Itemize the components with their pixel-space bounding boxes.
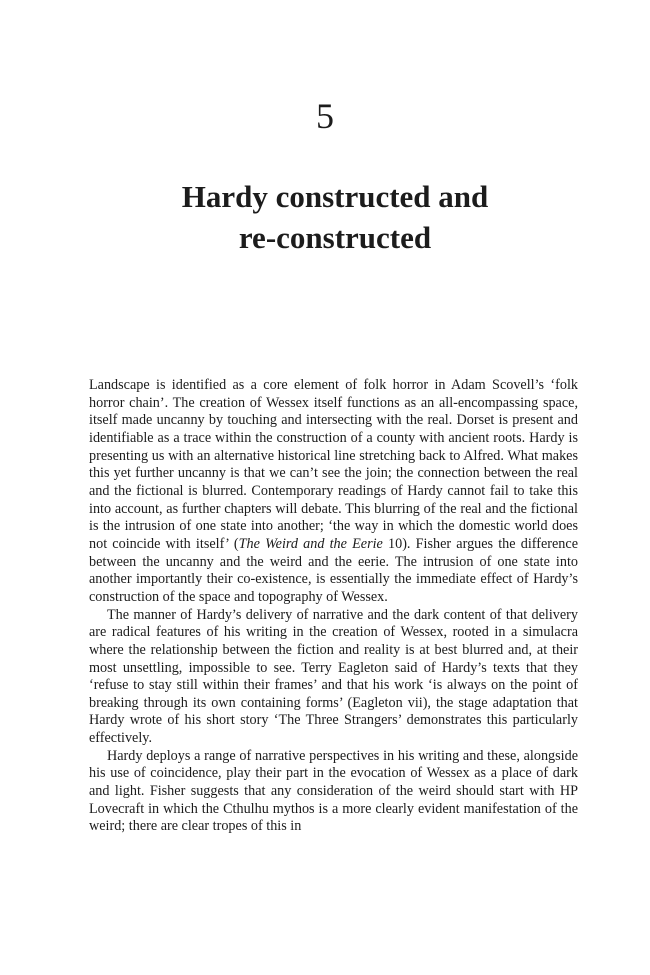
- paragraph-1-text: Landscape is identified as a core element of folk horror in Adam Scovell’s ‘folk horror chain’. The creation of Wessex itself functions as an all-encompassing space, itself made uncanny by touching and intersecting with the real. Dorset is present and identifiable as a trace within the construction of a county with ancient roots. Hardy is presenting us with an alternative historical line stretching back to Alfred. What makes this yet further uncanny is that we can’t see the join; the connection between the real and the fictional is blurred. Contemporary readings of Hardy cannot fail to take this into account, as further chapters will debate. This blurring of the real and the fictional is the intrusion of one state into another; ‘the way in which the domestic world does not coincide with itself’ (: [89, 377, 578, 552]
- paragraph-1-text-cont: 10). Fisher argues the difference between the uncanny and the weird and the eerie. The intrusion of one state into another importantly their co-existence, is essentially the immediate effect of Hardy’s construction of the space and topography of Wessex.: [89, 535, 578, 605]
- chapter-title: [60, 176, 610, 258]
- paragraph-3: Hardy deploys a range of narrative perspectives in his writing and these, alongside his use of coincidence, play their part in the evocation of Wessex as a place of dark and light. Fisher suggests that any consideration of the weird should start with HP Lovecraft in which the Cthulhu mythos is a more clearly evident manifestation of the weird; there are clear tropes of this in: [89, 747, 578, 835]
- paragraph-2: The manner of Hardy’s delivery of narrative and the dark content of that delivery are radical features of his writing in the creation of Wessex, rooted in a simulacra where the relationship between the fiction and reality is at best blurred and, at their most unsettling, impossible to see. Terry Eagleton said of Hardy’s texts that they ‘refuse to stay still within their frames’ and that his work ‘is always on the point of breaking through its own containing forms’ (Eagleton vii), the stage adaptation that Hardy wrote of his short story ‘The Three Strangers’ demonstrates this particularly effectively.: [89, 606, 578, 747]
- book-title-italic: The Weird and the Eerie: [238, 535, 383, 552]
- chapter-title-line-1: Hardy constructed and: [181, 179, 489, 214]
- chapter-number: 5: [316, 96, 334, 136]
- body-text: [89, 377, 578, 836]
- chapter-title-line-2: re-constructed: [238, 220, 432, 255]
- paragraph-1: [89, 377, 578, 607]
